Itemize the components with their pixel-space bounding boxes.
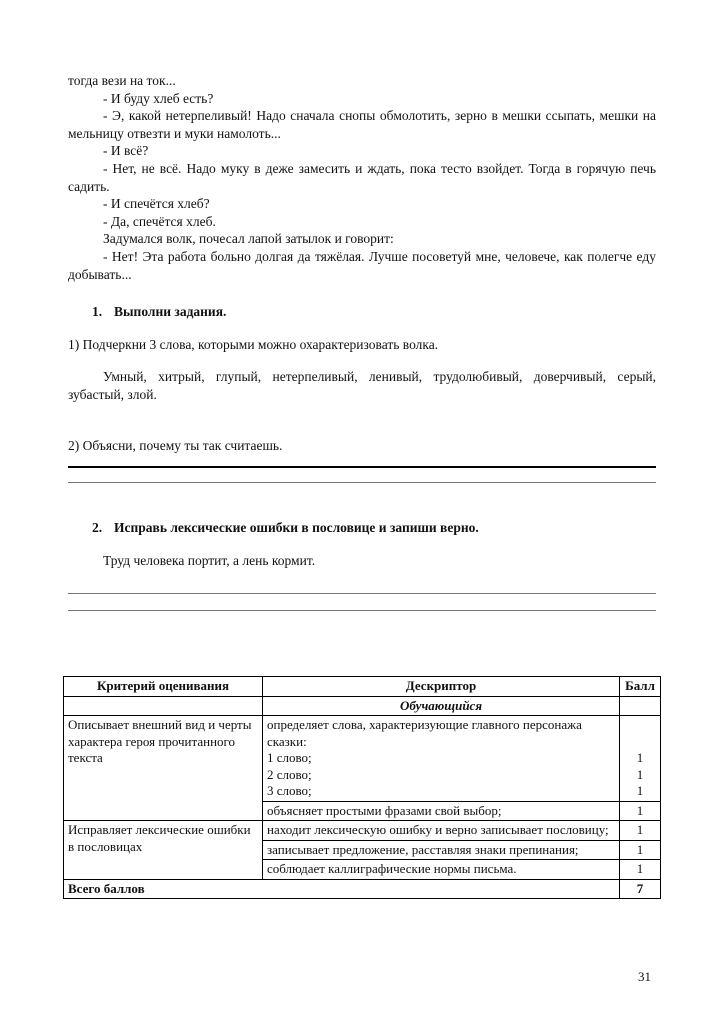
total-label: Всего баллов	[64, 879, 620, 899]
task-1-word-list: Умный, хитрый, глупый, нетерпеливый, ленивый, трудолюбивый, доверчивый, серый, зубастый, злой.	[68, 369, 656, 402]
story-line: - Нет, не всё. Надо муку в деже замесить и ждать, пока тесто взойдет. Тогда в горячую печь садить.	[68, 160, 656, 194]
descriptor-cell: соблюдает каллиграфические нормы письма.	[263, 860, 620, 880]
story-line: - И спечётся хлеб?	[103, 196, 210, 212]
table-total-row	[64, 879, 661, 899]
empty-cell	[620, 696, 661, 716]
score-cell: 1	[620, 840, 661, 860]
page-number: 31	[638, 969, 651, 984]
document-body	[68, 72, 656, 611]
criterion-cell: Исправляет лексические ошибки в пословицах	[64, 821, 263, 880]
table-row	[64, 716, 661, 802]
task-1-question-1: 1) Подчеркни 3 слова, которыми можно охарактеризовать волка.	[68, 336, 439, 352]
table-row	[64, 821, 661, 841]
header-criterion: Критерий оценивания	[64, 677, 263, 697]
task-1-title: Выполни задания.	[114, 304, 227, 320]
score-value: 1	[636, 766, 644, 782]
total-score: 7	[620, 879, 661, 899]
score-cell	[620, 716, 661, 802]
descriptor-text: 3 слово;	[267, 783, 312, 798]
descriptor-text: 2 слово;	[267, 766, 312, 782]
empty-cell	[64, 696, 263, 716]
story-line: - Да, спечётся хлеб.	[103, 213, 216, 229]
criterion-cell: Описывает внешний вид и черты характера героя прочитанного текста	[64, 716, 263, 821]
task-1-question-2: 2) Объясни, почему ты так считаешь.	[68, 437, 283, 453]
descriptor-subheader: Обучающийся	[263, 696, 620, 716]
descriptor-text: 1 слово;	[267, 750, 312, 765]
table-subheader-row	[64, 696, 661, 716]
task-2-title: Исправь лексические ошибки в пословице и запиши верно.	[114, 520, 479, 536]
assessment-table	[63, 676, 661, 899]
descriptor-cell: объясняет простыми фразами свой выбор;	[263, 801, 620, 821]
header-score: Балл	[620, 677, 661, 697]
descriptor-cell: находит лексическую ошибку и верно записывает пословицу;	[263, 821, 620, 841]
score-value: 1	[636, 783, 644, 798]
descriptor-cell: записывает предложение, расставляя знаки препинания;	[263, 840, 620, 860]
task-1-heading	[68, 303, 656, 321]
story-line: - И всё?	[103, 143, 149, 159]
score-value: 1	[636, 750, 644, 765]
score-cell: 1	[620, 801, 661, 821]
task-1-number: 1.	[92, 304, 103, 320]
score-cell: 1	[620, 821, 661, 841]
descriptor-text: определяет слова, характеризующие главного персонажа сказки:	[267, 717, 582, 749]
story-line: - Нет! Эта работа больно долгая да тяжёлая. Лучше посоветуй мне, человече, как полегче еду добывать...	[68, 248, 656, 282]
story-line: тогда вези на ток...	[68, 73, 176, 88]
table-header-row	[64, 677, 661, 697]
task-2-heading	[68, 519, 656, 537]
story-line: Задумался волк, почесал лапой затылок и говорит:	[103, 231, 394, 247]
header-descriptor: Дескриптор	[263, 677, 620, 697]
task-2-number: 2.	[92, 520, 103, 536]
descriptor-cell	[263, 716, 620, 802]
answer-line[interactable]	[68, 610, 656, 611]
score-cell: 1	[620, 860, 661, 880]
story-line: - И буду хлеб есть?	[103, 90, 214, 106]
story-line: - Э, какой нетерпеливый! Надо сначала снопы обмолотить, зерно в мешки ссыпать, мешки на мельницу отвезти и муки намолоть...	[68, 108, 656, 141]
task-2-proverb: Труд человека портит, а лень кормит.	[103, 552, 316, 568]
